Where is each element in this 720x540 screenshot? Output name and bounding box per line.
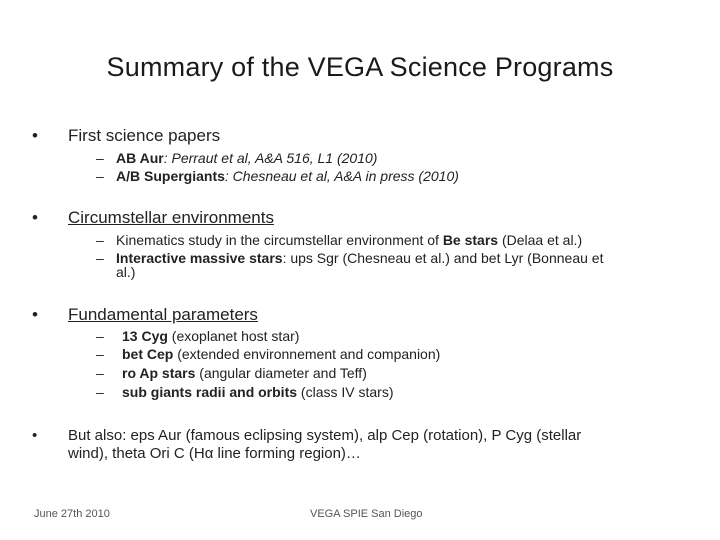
bullet-marker: • [32, 305, 38, 324]
list-item [96, 232, 582, 249]
item-subject: AB Aur [116, 150, 164, 166]
slide-title: Summary of the VEGA Science Programs [106, 52, 614, 82]
bullet-marker: • [32, 208, 38, 227]
dash-marker: – [96, 168, 104, 184]
item-text: (extended environnement and companion) [173, 346, 441, 362]
list-item [96, 384, 394, 401]
section-fundamental-parameters [32, 305, 258, 325]
item-subject: sub giants radii and orbits [122, 384, 298, 400]
list-item [96, 346, 440, 363]
dash-marker: – [96, 250, 104, 266]
section-circumstellar-environments [32, 208, 274, 228]
list-item [96, 328, 299, 345]
section-but-also [32, 427, 581, 444]
item-subject: ro Ap stars [122, 365, 196, 381]
item-text: (exoplanet host star) [167, 328, 300, 344]
list-item [96, 250, 603, 267]
section-label: But also: eps Aur (famous eclipsing system), alp Cep (rotation), P Cyg (stellar [68, 427, 582, 444]
item-text-pre: Kinematics study in the circumstellar environment of [116, 232, 443, 248]
section-first-science-papers [32, 126, 220, 146]
item-text: (Delaa et al.) [498, 232, 583, 248]
bullet-marker: • [32, 427, 38, 444]
item-subject: Be stars [442, 232, 499, 248]
section-label: Fundamental parameters [68, 305, 258, 324]
item-text: : Perraut et al, A&A 516, L1 (2010) [163, 150, 378, 166]
dash-marker: – [96, 150, 104, 166]
item-text: (class IV stars) [297, 384, 394, 400]
list-item [96, 150, 377, 167]
dash-marker: – [96, 346, 104, 362]
list-item [96, 365, 367, 382]
item-text: : Chesneau et al, A&A in press (2010) [224, 168, 459, 184]
item-subject: A/B Supergiants [116, 168, 225, 184]
item-text: (angular diameter and Teff) [195, 365, 367, 381]
item-subject: bet Cep [122, 346, 174, 362]
section-continuation [68, 445, 361, 462]
item-subject: 13 Cyg [122, 328, 168, 344]
item-text: : ups Sgr (Chesneau et al.) and bet Lyr (Bonneau et [282, 250, 604, 266]
footer-date: June 27th 2010 [34, 508, 110, 520]
dash-marker: – [96, 365, 104, 381]
section-label: First science papers [68, 126, 221, 145]
list-item [96, 168, 459, 185]
bullet-marker: • [32, 126, 38, 145]
item-text-cont: al.) [116, 264, 136, 280]
footer-venue: VEGA SPIE San Diego [310, 508, 423, 520]
section-label-cont: wind), theta Ori C (Hα line forming region)… [68, 445, 361, 462]
dash-marker: – [96, 384, 104, 400]
list-item-continuation [96, 264, 135, 281]
dash-marker: – [96, 328, 104, 344]
item-subject: Interactive massive stars [116, 250, 283, 266]
dash-marker: – [96, 232, 104, 248]
section-label: Circumstellar environments [68, 208, 274, 227]
